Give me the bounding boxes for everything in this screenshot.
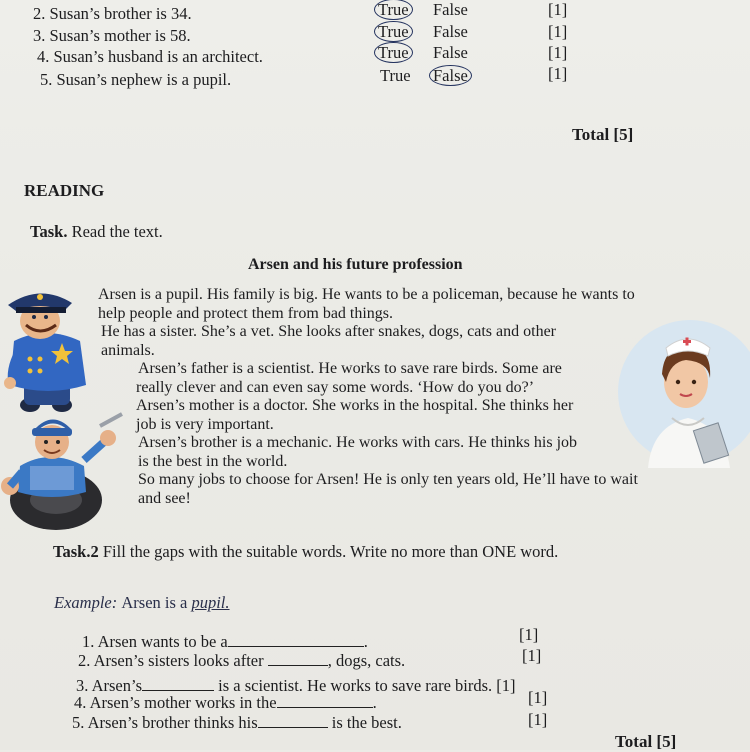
gap-mark-4: [1]: [528, 688, 548, 707]
gap-mark-1: [1]: [519, 625, 539, 644]
tf-false-5[interactable]: False: [433, 66, 472, 86]
passage-line: animals.: [101, 341, 155, 359]
policeman-illustration: [0, 285, 96, 415]
tf-true-2[interactable]: True: [378, 0, 413, 20]
passage-line: really clever and can even say some words. ‘How do you do?’: [136, 378, 535, 396]
passage-line: He has a sister. She’s a vet. She looks after snakes, dogs, cats and other: [101, 323, 557, 340]
gap-mark-5: [1]: [528, 710, 548, 729]
tf-question-3: 3. Susan’s mother is 58.: [33, 26, 191, 45]
tf-false-2[interactable]: False: [433, 0, 468, 19]
tf-question-5: 5. Susan’s nephew is a pupil.: [40, 70, 232, 89]
tf-false-4[interactable]: False: [433, 43, 468, 62]
task2-instruction: Task.2 Fill the gaps with the suitable words. Write no more than ONE word.: [53, 542, 559, 561]
passage-line: Arsen’s brother is a mechanic. He works with cars. He thinks his job: [138, 434, 578, 451]
tf-false-3[interactable]: False: [433, 22, 468, 41]
answer-blank[interactable]: [277, 695, 373, 708]
passage-line: Arsen’s father is a scientist. He works to save rare birds. Some are: [138, 360, 562, 377]
item-text: Susan’s brother is 34.: [49, 4, 192, 23]
tf-true-5[interactable]: True: [380, 66, 411, 85]
passage-line: Arsen is a pupil. His family is big. He wants to be a policeman, because he wants to: [98, 286, 635, 303]
tf-mark-5: [1]: [548, 64, 568, 83]
answer-blank[interactable]: [268, 653, 328, 666]
task1-instruction: Task. Read the text.: [30, 222, 163, 241]
tf-mark-3: [1]: [548, 22, 568, 41]
text-title: Arsen and his future profession: [248, 256, 463, 273]
gap-item-5: 5. Arsen’s brother thinks his is the best.: [72, 713, 402, 732]
passage-line: job is very important.: [136, 415, 274, 433]
task2-example: Example: Arsen is a pupil.: [54, 593, 230, 612]
tf-question-2: [33, 4, 192, 24]
passage-line: Arsen’s mother is a doctor. She works in the hospital. She thinks her: [136, 397, 574, 414]
item-number: 2.: [33, 4, 46, 23]
tf-mark-2: [1]: [548, 0, 568, 19]
tf-question-4: 4. Susan’s husband is an architect.: [37, 47, 263, 66]
tf-true-4[interactable]: True: [378, 43, 413, 63]
reading-heading: READING: [24, 181, 105, 200]
gap-item-1: 1. Arsen wants to be a .: [82, 632, 368, 651]
task2-total: Total [5]: [615, 732, 677, 751]
gap-item-4: 4. Arsen’s mother works in the .: [74, 693, 377, 712]
answer-blank[interactable]: [142, 678, 214, 691]
gap-item-3: 3. Arsen’s is a scientist. He works to save rare birds. [1]: [76, 676, 516, 695]
answer-blank[interactable]: [228, 634, 364, 647]
passage-line: and see!: [138, 489, 191, 507]
passage-line: help people and protect them from bad things.: [98, 304, 394, 322]
gap-mark-2: [1]: [522, 646, 542, 665]
reading-passage: [98, 286, 638, 508]
tf-mark-4: [1]: [548, 43, 568, 62]
answer-blank[interactable]: [258, 715, 328, 728]
tf-true-3[interactable]: True: [378, 22, 413, 42]
listening-total: Total [5]: [572, 125, 634, 144]
gap-item-2: 2. Arsen’s sisters looks after , dogs, cats.: [78, 651, 406, 670]
passage-line: is the best in the world.: [138, 452, 288, 470]
gap-mark-3: [1]: [496, 676, 516, 695]
passage-line: So many jobs to choose for Arsen! He is only ten years old, He’ll have to wait: [138, 471, 638, 488]
